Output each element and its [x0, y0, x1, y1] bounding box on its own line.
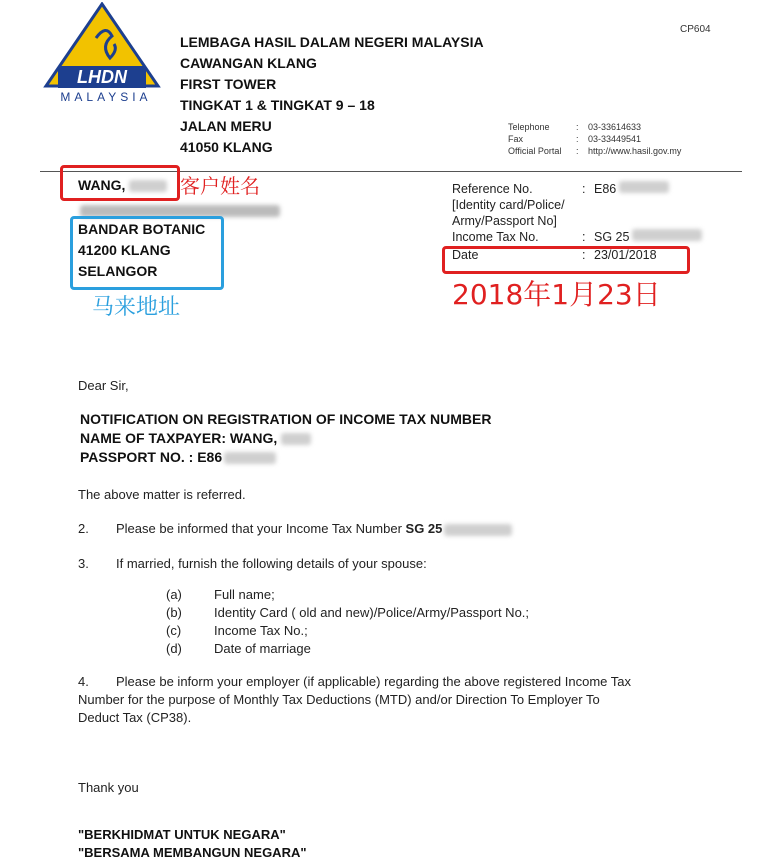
list-key: (c) — [166, 623, 182, 638]
redacted-text — [281, 433, 311, 445]
date-label: Date — [452, 248, 479, 262]
sep: : — [582, 248, 586, 262]
fax-value: 03-33449541 — [588, 134, 642, 144]
office-address — [180, 32, 484, 158]
redacted-text — [224, 452, 276, 464]
list-text: Identity Card ( old and new)/Police/Army/Passport No.; — [214, 605, 530, 620]
spouse-details-list — [166, 586, 529, 658]
list-text: Income Tax No.; — [214, 623, 308, 638]
office-line: TINGKAT 1 & TINGKAT 9 – 18 — [180, 97, 375, 113]
paragraph-text: Please be inform your employer (if applicable) regarding the above registered Income Tax — [116, 674, 631, 689]
contact-block — [508, 121, 681, 157]
paragraph-4 — [78, 673, 718, 727]
tax-no-value: SG 25 — [594, 230, 630, 244]
list-item — [166, 586, 529, 604]
office-line: 41050 KLANG — [180, 139, 273, 155]
portal-label: Official Portal — [508, 146, 562, 156]
paragraph-text: If married, furnish the following details of your spouse: — [116, 556, 427, 571]
paragraph-text: Number for the purpose of Monthly Tax Deductions (MTD) and/or Direction To Employer To — [78, 692, 600, 707]
tax-number-bold: SG 25 — [405, 521, 443, 536]
paragraph-number: 4. — [78, 674, 89, 689]
motto-line: "BERKHIDMAT UNTUK NEGARA" — [78, 827, 286, 842]
list-key: (a) — [166, 587, 182, 602]
logo-mark: LHDN — [77, 67, 127, 87]
referred-line: The above matter is referred. — [78, 487, 246, 502]
list-item — [166, 640, 529, 658]
motto — [78, 826, 307, 862]
list-text: Date of marriage — [214, 641, 311, 656]
address-line: 41200 KLANG — [78, 242, 171, 258]
salutation: Dear Sir, — [78, 378, 129, 393]
reference-label: Reference No. — [452, 182, 533, 196]
list-key: (b) — [166, 605, 182, 620]
name-annotation: 客户姓名 — [180, 174, 260, 198]
subject-line: NOTIFICATION ON REGISTRATION OF INCOME TAX NUMBER — [80, 411, 492, 427]
date-highlight-box — [442, 246, 690, 274]
date-value: 23/01/2018 — [594, 248, 657, 262]
office-line: CAWANGAN KLANG — [180, 55, 317, 71]
paragraph-2 — [78, 521, 512, 536]
redacted-text — [632, 229, 702, 241]
subject-line: PASSPORT NO. : E86 — [80, 449, 223, 465]
redacted-text — [619, 181, 669, 193]
address-highlight-box — [70, 216, 224, 290]
sep: : — [576, 146, 579, 156]
paragraph-number: 2. — [78, 521, 89, 536]
reference-value: E86 — [594, 182, 617, 196]
portal-value: http://www.hasil.gov.my — [588, 146, 682, 156]
sep: : — [582, 182, 586, 196]
sep: : — [576, 134, 579, 144]
redacted-text — [444, 524, 512, 536]
subject-line: NAME OF TAXPAYER: WANG, — [80, 430, 278, 446]
paragraph-text: Please be informed that your Income Tax Number — [116, 521, 402, 536]
address-annotation: 马来地址 — [92, 295, 181, 320]
form-code: CP604 — [680, 24, 711, 35]
sep: : — [576, 122, 579, 132]
paragraph-number: 3. — [78, 556, 89, 571]
reference-sub-line: Army/Passport No] — [452, 214, 557, 228]
list-text: Full name; — [214, 587, 275, 602]
list-key: (d) — [166, 641, 182, 656]
sep: : — [582, 230, 586, 244]
reference-sub-line: [Identity card/Police/ — [452, 198, 565, 212]
tax-no-label: Income Tax No. — [452, 230, 539, 244]
paragraph-text: Deduct Tax (CP38). — [78, 710, 192, 725]
telephone-label: Telephone — [508, 122, 550, 132]
list-item — [166, 604, 529, 622]
date-annotation: 2018年1月23日 — [452, 278, 661, 311]
office-line: JALAN MERU — [180, 118, 272, 134]
letter-subject — [80, 410, 491, 467]
address-line: SELANGOR — [78, 263, 158, 279]
telephone-value: 03-33614633 — [588, 122, 642, 132]
office-line: LEMBAGA HASIL DALAM NEGERI MALAYSIA — [180, 34, 484, 50]
office-line: FIRST TOWER — [180, 76, 277, 92]
fax-label: Fax — [508, 134, 524, 144]
redacted-text — [80, 205, 280, 217]
recipient-name-text: WANG, — [78, 177, 126, 193]
name-highlight-box — [60, 165, 180, 201]
logo-country: MALAYSIA — [60, 90, 152, 104]
paragraph-3 — [78, 556, 427, 571]
closing-thanks: Thank you — [78, 780, 139, 795]
address-line: BANDAR BOTANIC — [78, 221, 206, 237]
motto-line: "BERSAMA MEMBANGUN NEGARA" — [78, 845, 307, 860]
lhdn-logo — [40, 2, 170, 106]
list-item — [166, 622, 529, 640]
